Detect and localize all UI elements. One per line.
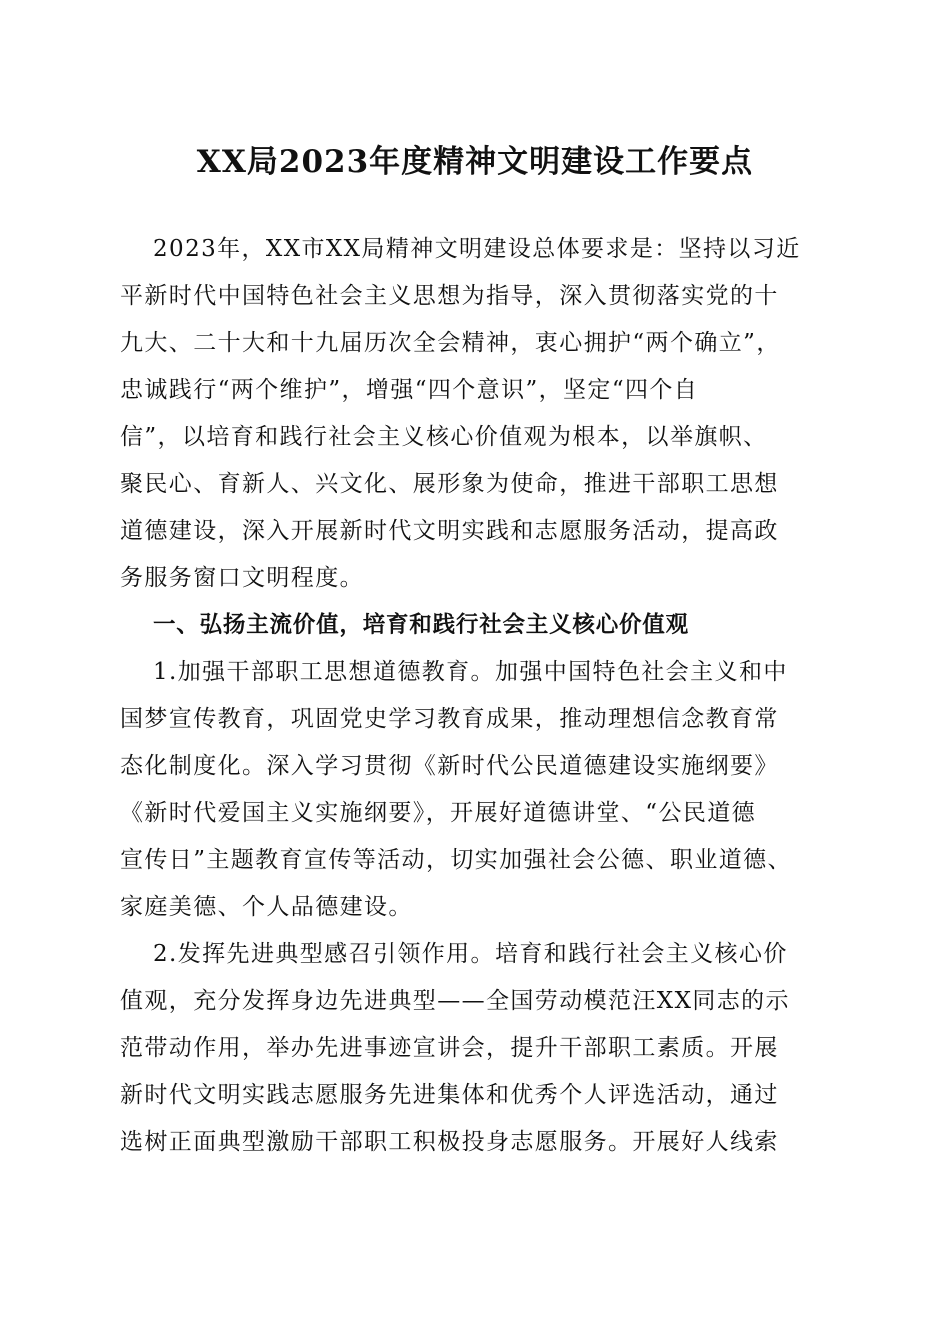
paragraph-line: 忠诚践行“两个维护”，增强“四个意识”，坚定“四个自 xyxy=(120,377,699,403)
paragraph-line: 新时代文明实践志愿服务先进集体和优秀个人评选活动，通过 xyxy=(120,1082,779,1108)
paragraph-line: 平新时代中国特色社会主义思想为指导，深入贯彻落实党的十 xyxy=(120,283,779,309)
paragraph-line: 国梦宣传教育，巩固党史学习教育成果，推动理想信念教育常 xyxy=(120,706,779,732)
paragraph-line: 1.加强干部职工思想道德教育。加强中国特色社会主义和中 xyxy=(153,659,788,685)
paragraph-line: 2023年，XX市XX局精神文明建设总体要求是：坚持以习近 xyxy=(153,236,801,262)
paragraph-line: 《新时代爱国主义实施纲要》，开展好道德讲堂、“公民道德 xyxy=(120,800,757,826)
paragraph-line: 聚民心、育新人、兴文化、展形象为使命，推进干部职工思想 xyxy=(120,471,779,497)
paragraph-line: 2.发挥先进典型感召引领作用。培育和践行社会主义核心价 xyxy=(153,941,788,967)
paragraph-line: 务服务窗口文明程度。 xyxy=(120,565,364,591)
paragraph-line: 范带动作用，举办先进事迹宣讲会，提升干部职工素质。开展 xyxy=(120,1035,779,1061)
paragraph-line: 家庭美德、个人品德建设。 xyxy=(120,894,413,920)
paragraph-line: 道德建设，深入开展新时代文明实践和志愿服务活动，提高政 xyxy=(120,518,779,544)
paragraph-line: 九大、二十大和十九届历次全会精神，衷心拥护“两个确立”， xyxy=(120,330,781,356)
document-title: XX局2023年度精神文明建设工作要点 xyxy=(196,144,754,180)
section-heading: 一、弘扬主流价值，培育和践行社会主义核心价值观 xyxy=(153,612,689,638)
paragraph-line: 态化制度化。深入学习贯彻《新时代公民道德建设实施纲要》 xyxy=(120,753,779,779)
paragraph-line: 选树正面典型激励干部职工积极投身志愿服务。开展好人线索 xyxy=(120,1129,779,1155)
paragraph-line: 宣传日”主题教育宣传等活动，切实加强社会公德、职业道德、 xyxy=(120,847,792,873)
paragraph-line: 值观，充分发挥身边先进典型——全国劳动模范汪XX同志的示 xyxy=(120,988,790,1014)
paragraph-line: 信”，以培育和践行社会主义核心价值观为根本，以举旗帜、 xyxy=(120,424,768,450)
